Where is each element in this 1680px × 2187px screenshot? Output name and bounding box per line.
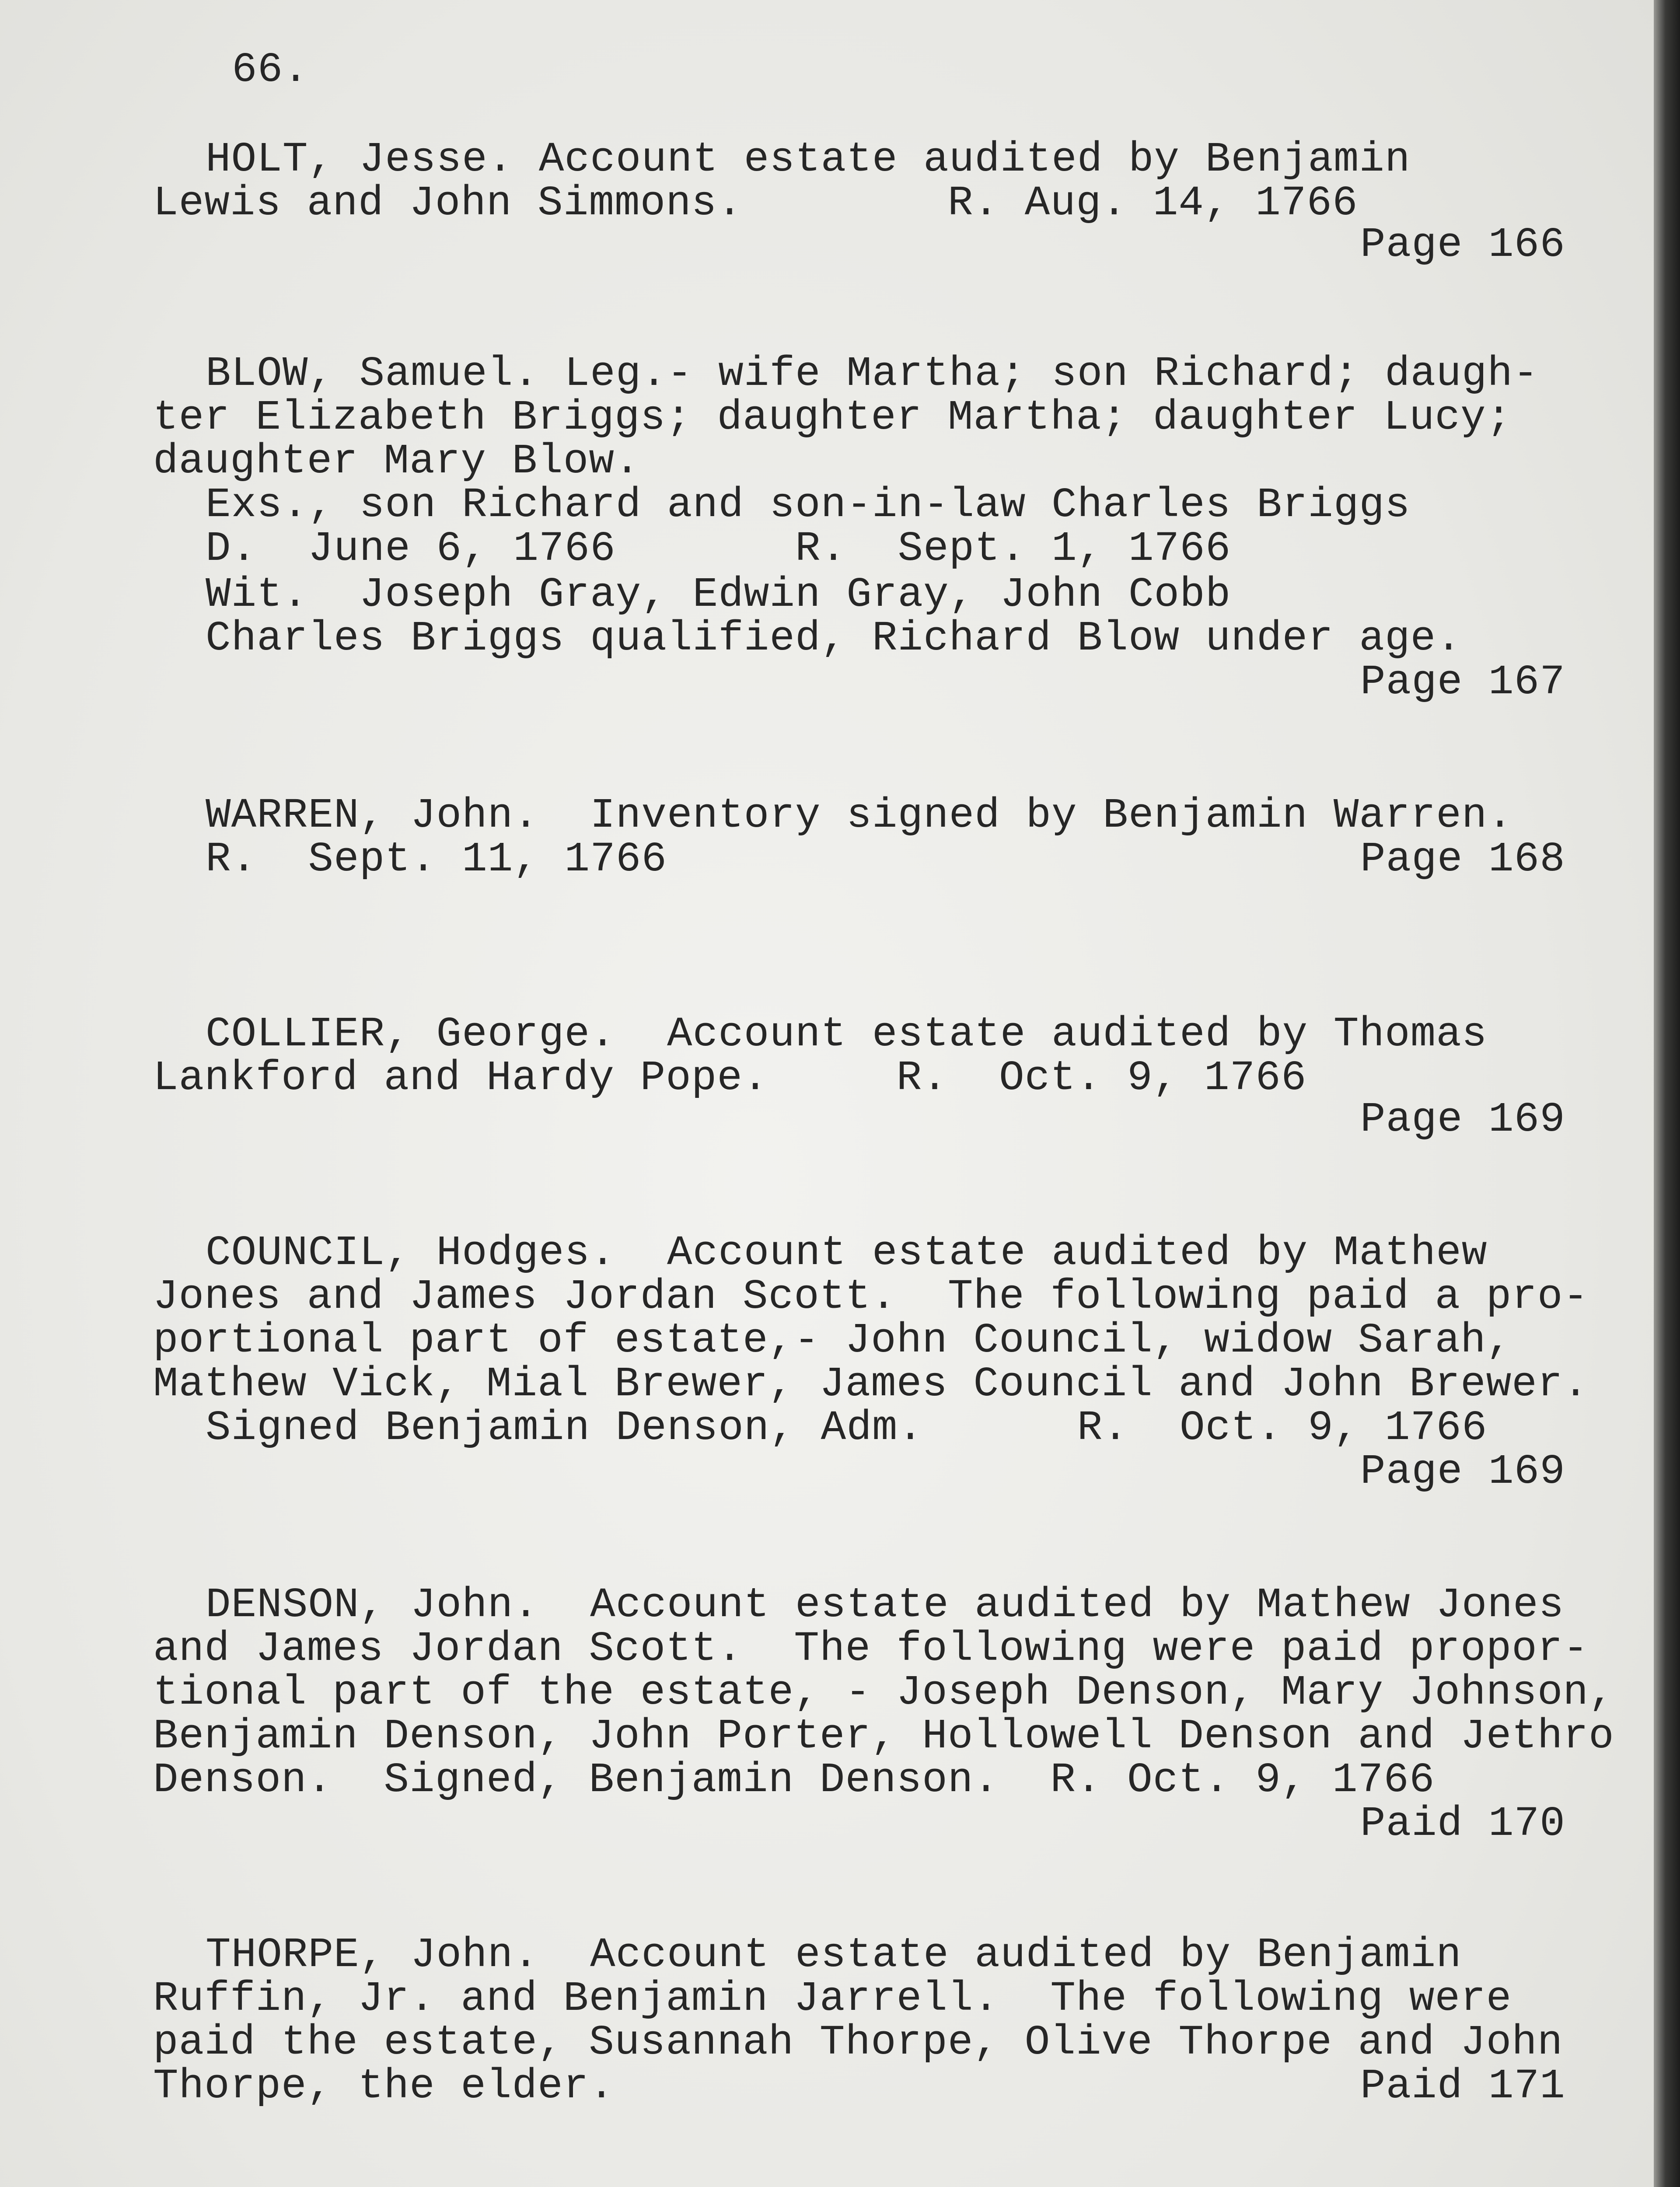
entry-line: Exs., son Richard and son-in-law Charles Briggs: [206, 481, 1411, 529]
entry-line: HOLT, Jesse. Account estate audited by Benjamin: [206, 136, 1411, 183]
entry-line: daughter Mary Blow.: [153, 437, 640, 485]
entry-line: Jones and James Jordan Scott. The following paid a pro-: [153, 1273, 1589, 1321]
entry-line: tional part of the estate, - Joseph Denson, Mary Johnson,: [153, 1669, 1614, 1716]
entry-line: COUNCIL, Hodges. Account estate audited by Mathew: [206, 1229, 1488, 1277]
entry-line: Mathew Vick, Mial Brewer, James Council and John Brewer.: [153, 1360, 1589, 1408]
entry-line: Wit. Joseph Gray, Edwin Gray, John Cobb: [206, 571, 1231, 618]
entry-line: R. Sept. 11, 1766: [206, 835, 667, 883]
entry-line: THORPE, John. Account estate audited by Benjamin: [206, 1931, 1462, 1979]
binding-edge: [1654, 0, 1680, 2187]
entry-page-ref: Page 166: [1360, 221, 1565, 269]
entry-line: paid the estate, Susannah Thorpe, Olive Thorpe and John: [153, 2019, 1563, 2066]
entry-line: Thorpe, the elder.: [153, 2062, 615, 2110]
entry-line: D. June 6, 1766 R. Sept. 1, 1766: [206, 525, 1231, 573]
entry-line: Ruffin, Jr. and Benjamin Jarrell. The following were: [153, 1975, 1512, 2023]
entry-line: COLLIER, George. Account estate audited by Thomas: [206, 1010, 1488, 1058]
entry-line: Benjamin Denson, John Porter, Hollowell Denson and Jethro: [153, 1712, 1614, 1760]
entry-page-ref: Paid 170: [1360, 1800, 1565, 1848]
page-number: 66.: [232, 46, 309, 94]
entry-page-ref: Page 169: [1360, 1448, 1565, 1495]
entry-line: DENSON, John. Account estate audited by Mathew Jones: [206, 1581, 1565, 1629]
entry-page-ref: Page 167: [1360, 658, 1565, 706]
entry-line: ter Elizabeth Briggs; daughter Martha; daughter Lucy;: [153, 394, 1512, 441]
entry-line: WARREN, John. Inventory signed by Benjamin Warren.: [206, 792, 1513, 839]
entry-line: portional part of estate,- John Council, widow Sarah,: [153, 1317, 1512, 1364]
entry-line: Signed Benjamin Denson, Adm. R. Oct. 9, 1766: [206, 1404, 1488, 1452]
entry-page-ref: Page 169: [1360, 1096, 1565, 1143]
entry-line: BLOW, Samuel. Leg.- wife Martha; son Richard; daugh-: [206, 350, 1539, 398]
entry-line: Denson. Signed, Benjamin Denson. R. Oct. 9, 1766: [153, 1756, 1435, 1804]
entry-page-ref: Page 168: [1360, 835, 1565, 883]
entry-line: and James Jordan Scott. The following were paid propor-: [153, 1625, 1589, 1673]
entry-page-ref: Paid 171: [1360, 2062, 1565, 2110]
entry-line: Lankford and Hardy Pope. R. Oct. 9, 1766: [153, 1054, 1307, 1102]
entry-line: Lewis and John Simmons. R. Aug. 14, 1766: [153, 179, 1358, 227]
entry-line: Charles Briggs qualified, Richard Blow under age.: [206, 615, 1462, 662]
